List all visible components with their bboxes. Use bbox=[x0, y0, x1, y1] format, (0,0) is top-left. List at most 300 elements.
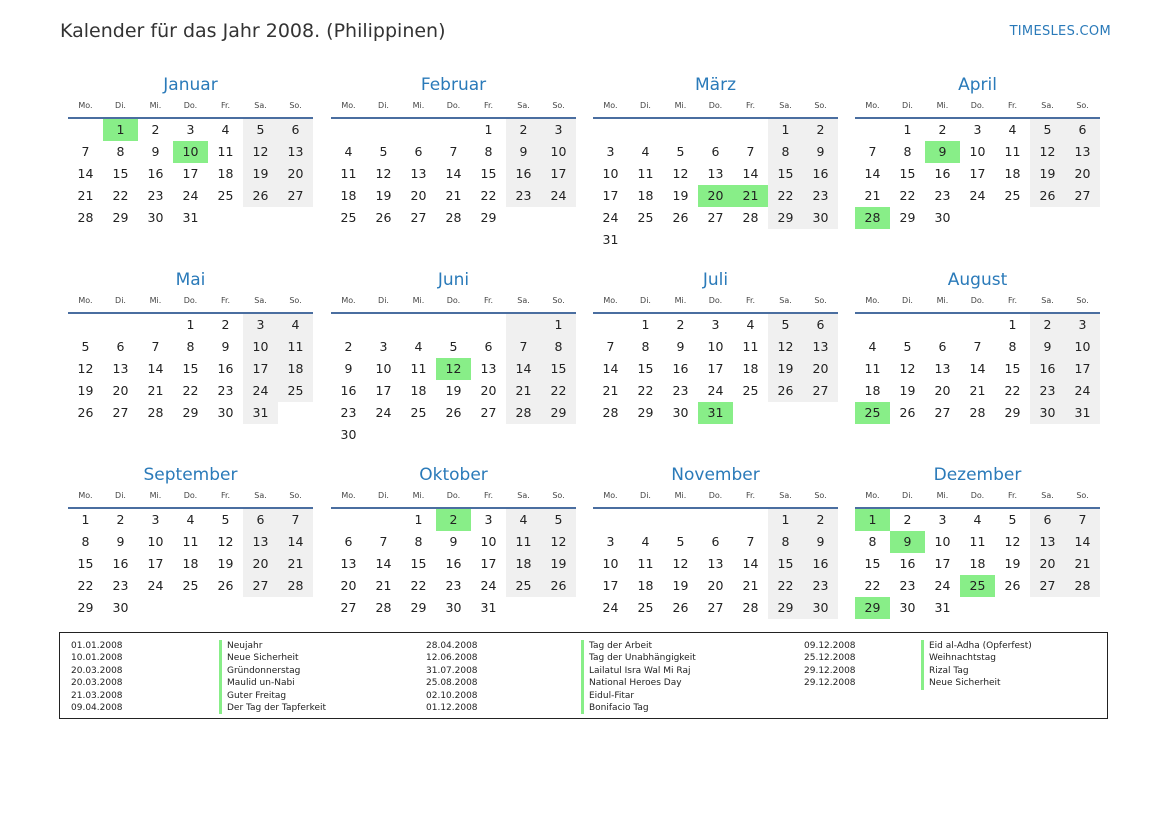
legend-holiday-name: National Heroes Day bbox=[581, 677, 682, 689]
day-cell: 1 bbox=[903, 122, 912, 137]
day-cell: 10 bbox=[480, 534, 497, 549]
day-cell: 25 bbox=[960, 575, 995, 597]
month-grid bbox=[593, 292, 838, 424]
weekday-header: Mi. bbox=[925, 487, 960, 509]
day-cell: 26 bbox=[217, 578, 234, 593]
empty-cell bbox=[733, 119, 768, 141]
month-12 bbox=[855, 463, 1100, 619]
day-cell: 23 bbox=[147, 188, 164, 203]
legend-date: 01.12.2008 bbox=[426, 703, 478, 713]
day-cell: 11 bbox=[410, 361, 427, 376]
day-cell: 28 bbox=[445, 210, 462, 225]
day-cell: 23 bbox=[899, 578, 916, 593]
day-cell: 4 bbox=[641, 534, 650, 549]
empty-cell bbox=[1065, 597, 1100, 619]
month-9 bbox=[68, 463, 313, 619]
day-cell: 16 bbox=[112, 556, 129, 571]
day-cell: 2 bbox=[803, 119, 838, 141]
day-cell: 2 bbox=[506, 119, 541, 141]
day-cell: 16 bbox=[899, 556, 916, 571]
legend-date: 01.01.2008 bbox=[71, 641, 123, 651]
day-cell: 27 bbox=[480, 405, 497, 420]
day-cell: 18 bbox=[637, 188, 654, 203]
day-cell: 18 bbox=[182, 556, 199, 571]
weekday-header: Fr. bbox=[733, 292, 768, 314]
legend-holiday-name: Guter Freitag bbox=[219, 690, 286, 702]
day-cell: 25 bbox=[340, 210, 357, 225]
day-cell: 11 bbox=[217, 144, 234, 159]
day-cell: 27 bbox=[1030, 575, 1065, 597]
day-cell: 31 bbox=[243, 402, 278, 424]
day-cell: 23 bbox=[340, 405, 357, 420]
day-cell: 26 bbox=[672, 210, 689, 225]
day-cell: 25 bbox=[217, 188, 234, 203]
weekday-header: Di. bbox=[103, 292, 138, 314]
day-cell: 12 bbox=[217, 534, 234, 549]
day-cell: 11 bbox=[1004, 144, 1021, 159]
day-cell: 7 bbox=[868, 144, 877, 159]
day-cell: 22 bbox=[768, 185, 803, 207]
legend-holiday-name: Weihnachtstag bbox=[921, 652, 996, 664]
day-cell: 16 bbox=[340, 383, 357, 398]
weekday-header: Do. bbox=[698, 97, 733, 119]
day-cell: 16 bbox=[147, 166, 164, 181]
day-cell: 25 bbox=[506, 575, 541, 597]
weekday-header: Di. bbox=[628, 97, 663, 119]
empty-cell bbox=[401, 119, 436, 141]
day-cell: 2 bbox=[436, 509, 471, 531]
legend-holiday-name: Neue Sicherheit bbox=[219, 652, 299, 664]
month-6 bbox=[331, 268, 576, 446]
weekday-header: Mo. bbox=[68, 487, 103, 509]
day-cell: 3 bbox=[973, 122, 982, 137]
day-cell: 17 bbox=[969, 166, 986, 181]
day-cell: 1 bbox=[768, 119, 803, 141]
day-cell: 7 bbox=[746, 144, 755, 159]
day-cell: 13 bbox=[278, 141, 313, 163]
weekday-header: So. bbox=[541, 292, 576, 314]
legend-date: 29.12.2008 bbox=[804, 678, 856, 689]
day-cell: 19 bbox=[672, 188, 689, 203]
empty-cell bbox=[436, 314, 471, 336]
day-cell: 6 bbox=[116, 339, 125, 354]
day-cell: 8 bbox=[768, 141, 803, 163]
weekday-header: So. bbox=[278, 292, 313, 314]
day-cell: 29 bbox=[1004, 405, 1021, 420]
legend-holiday-name: Maulid un-Nabi bbox=[219, 677, 295, 689]
month-3 bbox=[593, 73, 838, 251]
day-cell: 21 bbox=[864, 188, 881, 203]
day-cell: 20 bbox=[1030, 553, 1065, 575]
weekday-header: Sa. bbox=[506, 97, 541, 119]
day-cell: 29 bbox=[112, 210, 129, 225]
weekday-header: So. bbox=[278, 97, 313, 119]
day-cell: 28 bbox=[742, 210, 759, 225]
day-cell: 18 bbox=[969, 556, 986, 571]
day-cell: 21 bbox=[602, 383, 619, 398]
day-cell: 31 bbox=[1065, 402, 1100, 424]
day-cell: 24 bbox=[707, 383, 724, 398]
day-cell: 17 bbox=[602, 188, 619, 203]
day-cell: 5 bbox=[903, 339, 912, 354]
day-cell: 10 bbox=[934, 534, 951, 549]
legend-date: 20.03.2008 bbox=[71, 665, 123, 676]
empty-cell bbox=[506, 314, 541, 336]
day-cell: 6 bbox=[243, 509, 278, 531]
day-cell: 4 bbox=[506, 509, 541, 531]
day-cell: 18 bbox=[1004, 166, 1021, 181]
day-cell: 19 bbox=[541, 553, 576, 575]
empty-cell bbox=[68, 314, 103, 336]
weekday-header: Mi. bbox=[663, 487, 698, 509]
empty-cell bbox=[331, 314, 366, 336]
weekday-header: Sa. bbox=[1030, 97, 1065, 119]
day-cell: 11 bbox=[742, 339, 759, 354]
day-cell: 13 bbox=[243, 531, 278, 553]
day-cell: 1 bbox=[414, 512, 423, 527]
day-cell: 6 bbox=[484, 339, 493, 354]
day-cell: 26 bbox=[1004, 578, 1021, 593]
day-cell: 29 bbox=[541, 402, 576, 424]
day-cell: 15 bbox=[637, 361, 654, 376]
day-cell: 12 bbox=[375, 166, 392, 181]
day-cell: 19 bbox=[672, 578, 689, 593]
day-cell: 30 bbox=[672, 405, 689, 420]
day-cell: 27 bbox=[1065, 185, 1100, 207]
day-cell: 12 bbox=[672, 166, 689, 181]
day-cell: 13 bbox=[480, 361, 497, 376]
empty-cell bbox=[628, 229, 663, 251]
day-cell: 31 bbox=[602, 232, 619, 247]
day-cell: 26 bbox=[768, 380, 803, 402]
weekday-header: Fr. bbox=[995, 292, 1030, 314]
empty-cell bbox=[541, 597, 576, 619]
day-cell: 3 bbox=[711, 317, 720, 332]
day-cell: 24 bbox=[182, 188, 199, 203]
day-cell: 8 bbox=[868, 534, 877, 549]
day-cell: 26 bbox=[375, 210, 392, 225]
empty-cell bbox=[855, 314, 890, 336]
empty-cell bbox=[138, 314, 173, 336]
day-cell: 19 bbox=[768, 358, 803, 380]
day-cell: 25 bbox=[278, 380, 313, 402]
day-cell: 26 bbox=[445, 405, 462, 420]
day-cell: 25 bbox=[742, 383, 759, 398]
day-cell: 29 bbox=[480, 210, 497, 225]
weekday-header: Fr. bbox=[208, 97, 243, 119]
site-link[interactable]: TIMESLES.COM bbox=[1009, 24, 1111, 39]
day-cell: 14 bbox=[742, 556, 759, 571]
month-grid bbox=[855, 487, 1100, 619]
empty-cell bbox=[628, 119, 663, 141]
day-cell: 2 bbox=[938, 122, 947, 137]
day-cell: 8 bbox=[1008, 339, 1017, 354]
month-5 bbox=[68, 268, 313, 424]
day-cell: 10 bbox=[1065, 336, 1100, 358]
month-grid bbox=[593, 97, 838, 251]
day-cell: 9 bbox=[803, 141, 838, 163]
weekday-header: Di. bbox=[890, 487, 925, 509]
day-cell: 19 bbox=[217, 556, 234, 571]
day-cell: 4 bbox=[344, 144, 353, 159]
day-cell: 3 bbox=[151, 512, 160, 527]
day-cell: 18 bbox=[506, 553, 541, 575]
day-cell: 10 bbox=[243, 336, 278, 358]
day-cell: 24 bbox=[969, 188, 986, 203]
empty-cell bbox=[243, 207, 278, 229]
day-cell: 23 bbox=[1030, 380, 1065, 402]
weekday-header: So. bbox=[803, 292, 838, 314]
legend-holiday-name: Gründonnerstag bbox=[219, 665, 300, 677]
day-cell: 27 bbox=[410, 210, 427, 225]
day-cell: 14 bbox=[1065, 531, 1100, 553]
month-name: Februar bbox=[420, 75, 487, 95]
weekday-header: Sa. bbox=[768, 97, 803, 119]
weekday-header: Sa. bbox=[768, 487, 803, 509]
day-cell: 22 bbox=[541, 380, 576, 402]
weekday-header: Fr. bbox=[471, 292, 506, 314]
day-cell: 29 bbox=[77, 600, 94, 615]
day-cell: 4 bbox=[973, 512, 982, 527]
day-cell: 30 bbox=[112, 600, 129, 615]
empty-cell bbox=[663, 509, 698, 531]
day-cell: 8 bbox=[414, 534, 423, 549]
day-cell: 28 bbox=[969, 405, 986, 420]
day-cell: 18 bbox=[217, 166, 234, 181]
day-cell: 21 bbox=[77, 188, 94, 203]
day-cell: 12 bbox=[899, 361, 916, 376]
empty-cell bbox=[506, 597, 541, 619]
day-cell: 1 bbox=[641, 317, 650, 332]
empty-cell bbox=[1030, 207, 1065, 229]
day-cell: 30 bbox=[803, 207, 838, 229]
day-cell: 3 bbox=[186, 122, 195, 137]
empty-cell bbox=[663, 119, 698, 141]
day-cell: 4 bbox=[868, 339, 877, 354]
legend-date: 31.07.2008 bbox=[426, 665, 478, 676]
empty-cell bbox=[698, 509, 733, 531]
day-cell: 18 bbox=[864, 383, 881, 398]
empty-cell bbox=[925, 314, 960, 336]
empty-cell bbox=[541, 424, 576, 446]
day-cell: 11 bbox=[182, 534, 199, 549]
day-cell: 24 bbox=[147, 578, 164, 593]
empty-cell bbox=[593, 509, 628, 531]
month-name: August bbox=[947, 270, 1008, 290]
legend-holiday-name: Bonifacio Tag bbox=[581, 702, 649, 714]
weekday-header: Mi. bbox=[925, 97, 960, 119]
weekday-header: Mi. bbox=[138, 97, 173, 119]
day-cell: 22 bbox=[112, 188, 129, 203]
day-cell: 12 bbox=[436, 358, 471, 380]
weekday-header: Do. bbox=[960, 97, 995, 119]
legend-holiday-name: Lailatul Isra Wal Mi Raj bbox=[581, 665, 690, 677]
month-name: April bbox=[958, 75, 997, 95]
day-cell: 23 bbox=[934, 188, 951, 203]
empty-cell bbox=[628, 509, 663, 531]
month-grid bbox=[68, 487, 313, 619]
empty-cell bbox=[278, 207, 313, 229]
day-cell: 22 bbox=[77, 578, 94, 593]
empty-cell bbox=[960, 207, 995, 229]
day-cell: 20 bbox=[278, 163, 313, 185]
weekday-header: Mo. bbox=[331, 97, 366, 119]
day-cell: 13 bbox=[803, 336, 838, 358]
empty-cell bbox=[331, 119, 366, 141]
weekday-header: Mo. bbox=[593, 97, 628, 119]
empty-cell bbox=[960, 314, 995, 336]
day-cell: 10 bbox=[541, 141, 576, 163]
day-cell: 12 bbox=[1004, 534, 1021, 549]
weekday-header: Mi. bbox=[663, 97, 698, 119]
weekday-header: Mo. bbox=[593, 292, 628, 314]
empty-cell bbox=[278, 402, 313, 424]
empty-cell bbox=[471, 314, 506, 336]
day-cell: 8 bbox=[186, 339, 195, 354]
day-cell: 20 bbox=[112, 383, 129, 398]
weekday-header: Di. bbox=[628, 487, 663, 509]
day-cell: 22 bbox=[182, 383, 199, 398]
day-cell: 16 bbox=[934, 166, 951, 181]
month-1 bbox=[68, 73, 313, 229]
day-cell: 4 bbox=[221, 122, 230, 137]
day-cell: 6 bbox=[1065, 119, 1100, 141]
day-cell: 8 bbox=[641, 339, 650, 354]
legend-date: 09.04.2008 bbox=[71, 703, 123, 713]
day-cell: 3 bbox=[541, 119, 576, 141]
day-cell: 29 bbox=[410, 600, 427, 615]
day-cell: 20 bbox=[410, 188, 427, 203]
day-cell: 21 bbox=[1065, 553, 1100, 575]
day-cell: 20 bbox=[1065, 163, 1100, 185]
weekday-header: So. bbox=[541, 487, 576, 509]
day-cell: 14 bbox=[742, 166, 759, 181]
legend-date: 29.12.2008 bbox=[804, 665, 856, 676]
day-cell: 14 bbox=[147, 361, 164, 376]
day-cell: 1 bbox=[541, 314, 576, 336]
legend-date: 21.03.2008 bbox=[71, 690, 123, 701]
day-cell: 5 bbox=[768, 314, 803, 336]
day-cell: 31 bbox=[698, 402, 733, 424]
day-cell: 23 bbox=[217, 383, 234, 398]
weekday-header: Fr. bbox=[208, 487, 243, 509]
day-cell: 4 bbox=[186, 512, 195, 527]
day-cell: 27 bbox=[707, 210, 724, 225]
day-cell: 2 bbox=[116, 512, 125, 527]
day-cell: 20 bbox=[243, 553, 278, 575]
day-cell: 3 bbox=[606, 144, 615, 159]
day-cell: 3 bbox=[938, 512, 947, 527]
day-cell: 5 bbox=[379, 144, 388, 159]
day-cell: 11 bbox=[864, 361, 881, 376]
day-cell: 25 bbox=[855, 402, 890, 424]
day-cell: 6 bbox=[344, 534, 353, 549]
day-cell: 25 bbox=[410, 405, 427, 420]
day-cell: 22 bbox=[480, 188, 497, 203]
day-cell: 7 bbox=[151, 339, 160, 354]
empty-cell bbox=[768, 229, 803, 251]
day-cell: 17 bbox=[375, 383, 392, 398]
day-cell: 6 bbox=[1030, 509, 1065, 531]
weekday-header: Di. bbox=[366, 487, 401, 509]
weekday-header: Sa. bbox=[506, 292, 541, 314]
empty-cell bbox=[506, 424, 541, 446]
day-cell: 26 bbox=[1030, 185, 1065, 207]
day-cell: 9 bbox=[344, 361, 353, 376]
day-cell: 9 bbox=[803, 531, 838, 553]
day-cell: 5 bbox=[1030, 119, 1065, 141]
day-cell: 24 bbox=[243, 380, 278, 402]
month-2 bbox=[331, 73, 576, 229]
day-cell: 13 bbox=[1065, 141, 1100, 163]
day-cell: 25 bbox=[637, 210, 654, 225]
day-cell: 5 bbox=[81, 339, 90, 354]
day-cell: 27 bbox=[934, 405, 951, 420]
day-cell: 7 bbox=[278, 509, 313, 531]
weekday-header: Do. bbox=[436, 487, 471, 509]
month-name: September bbox=[143, 465, 238, 485]
empty-cell bbox=[663, 229, 698, 251]
weekday-header: Sa. bbox=[243, 292, 278, 314]
month-name: Oktober bbox=[419, 465, 488, 485]
day-cell: 1 bbox=[768, 509, 803, 531]
day-cell: 10 bbox=[602, 556, 619, 571]
day-cell: 6 bbox=[803, 314, 838, 336]
empty-cell bbox=[733, 229, 768, 251]
legend-date: 25.08.2008 bbox=[426, 678, 478, 689]
weekday-header: Mo. bbox=[855, 292, 890, 314]
empty-cell bbox=[401, 424, 436, 446]
day-cell: 2 bbox=[903, 512, 912, 527]
day-cell: 14 bbox=[969, 361, 986, 376]
day-cell: 26 bbox=[541, 575, 576, 597]
day-cell: 28 bbox=[742, 600, 759, 615]
weekday-header: Mi. bbox=[401, 97, 436, 119]
legend-date: 25.12.2008 bbox=[804, 653, 856, 664]
day-cell: 11 bbox=[637, 556, 654, 571]
empty-cell bbox=[366, 509, 401, 531]
day-cell: 1 bbox=[1008, 317, 1017, 332]
day-cell: 7 bbox=[506, 336, 541, 358]
empty-cell bbox=[68, 119, 103, 141]
day-cell: 24 bbox=[934, 578, 951, 593]
day-cell: 12 bbox=[541, 531, 576, 553]
month-name: Dezember bbox=[933, 465, 1022, 485]
month-10 bbox=[331, 463, 576, 619]
day-cell: 3 bbox=[243, 314, 278, 336]
weekday-header: Mi. bbox=[663, 292, 698, 314]
weekday-header: Fr. bbox=[733, 487, 768, 509]
empty-cell bbox=[366, 119, 401, 141]
empty-cell bbox=[506, 207, 541, 229]
day-cell: 27 bbox=[278, 185, 313, 207]
day-cell: 1 bbox=[484, 122, 493, 137]
day-cell: 7 bbox=[1065, 509, 1100, 531]
day-cell: 1 bbox=[103, 119, 138, 141]
day-cell: 18 bbox=[340, 188, 357, 203]
day-cell: 23 bbox=[803, 575, 838, 597]
day-cell: 8 bbox=[768, 531, 803, 553]
weekday-header: Mo. bbox=[68, 292, 103, 314]
legend-holiday-name: Tag der Unabhängigkeit bbox=[581, 652, 696, 664]
day-cell: 22 bbox=[637, 383, 654, 398]
empty-cell bbox=[593, 314, 628, 336]
month-grid bbox=[331, 292, 576, 446]
day-cell: 30 bbox=[147, 210, 164, 225]
empty-cell bbox=[855, 119, 890, 141]
day-cell: 4 bbox=[278, 314, 313, 336]
day-cell: 17 bbox=[707, 361, 724, 376]
